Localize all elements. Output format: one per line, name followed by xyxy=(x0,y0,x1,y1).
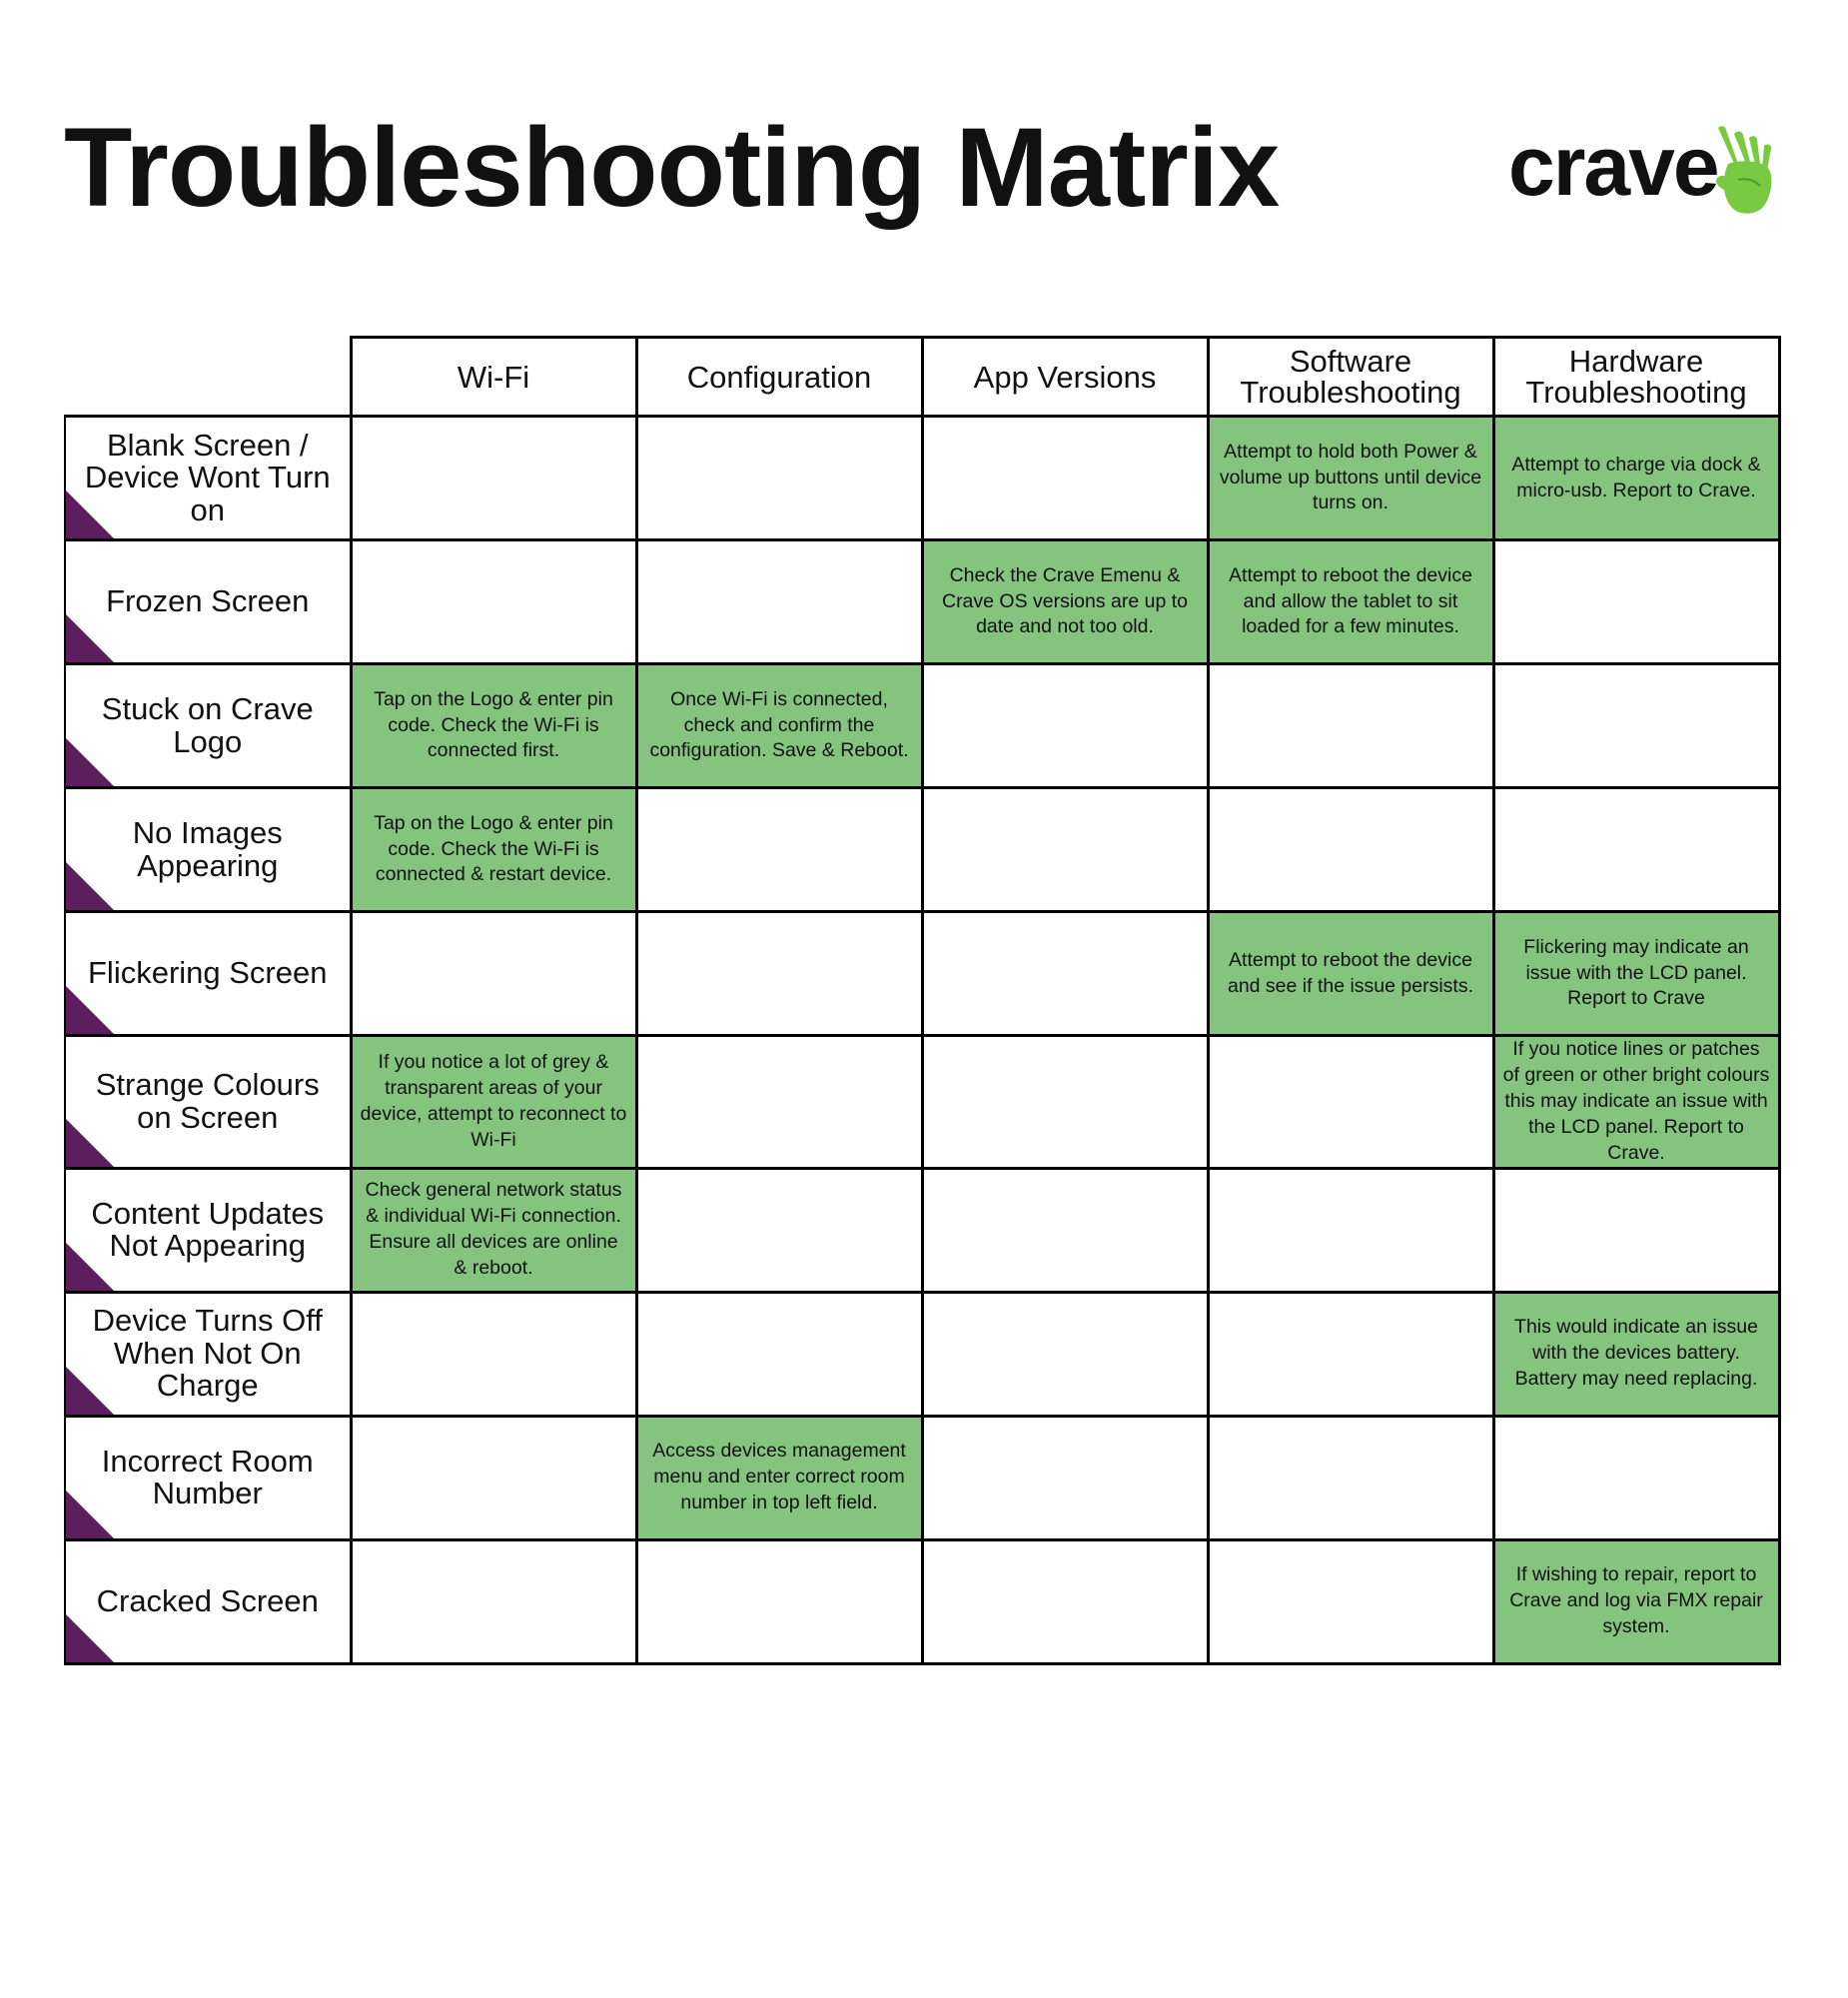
purple-corner-triangle xyxy=(66,1614,114,1662)
cell-text: Once Wi-Fi is connected, check and confirm the configuration. Save & Reboot. xyxy=(649,687,909,762)
table-row xyxy=(65,788,1779,912)
matrix-cell xyxy=(922,664,1208,788)
table-row xyxy=(65,912,1779,1036)
row-label: No Images Appearing xyxy=(132,814,283,883)
matrix-cell xyxy=(1493,788,1779,912)
corner-cell xyxy=(65,338,351,417)
row-header xyxy=(65,912,351,1036)
row-header xyxy=(65,1168,351,1292)
matrix-cell xyxy=(636,788,922,912)
cell-text: If wishing to repair, report to Crave and log via FMX repair system. xyxy=(1509,1563,1763,1638)
row-header xyxy=(65,417,351,540)
matrix-cell xyxy=(1208,788,1493,912)
matrix-cell xyxy=(636,664,922,788)
matrix-cell xyxy=(351,540,636,664)
purple-corner-triangle xyxy=(66,1491,114,1538)
matrix-cell xyxy=(922,1168,1208,1292)
matrix-cell xyxy=(636,912,922,1036)
purple-corner-triangle xyxy=(66,1367,114,1415)
matrix-cell xyxy=(1208,1168,1493,1292)
column-header-software-troubleshooting: Software Troubleshooting xyxy=(1208,338,1493,417)
row-header xyxy=(65,1292,351,1416)
row-label: Device Turns Off When Not On Charge xyxy=(92,1303,323,1404)
table-row xyxy=(65,1292,1779,1416)
matrix-cell xyxy=(351,664,636,788)
matrix-cell xyxy=(1493,1168,1779,1292)
cell-text: Attempt to reboot the device and allow the tablet to sit loaded for a few minutes. xyxy=(1229,563,1472,638)
cell-text: Flickering may indicate an issue with the LCD panel. Report to Crave xyxy=(1523,935,1749,1010)
row-label: Cracked Screen xyxy=(96,1582,319,1618)
cell-text: Tap on the Logo & enter pin code. Check the Wi-Fi is connected & restart device. xyxy=(374,811,613,886)
row-header xyxy=(65,1539,351,1663)
matrix-cell xyxy=(922,540,1208,664)
purple-corner-triangle xyxy=(66,862,114,910)
matrix-cell xyxy=(636,417,922,540)
matrix-cell xyxy=(1208,1416,1493,1539)
cell-text: Check the Crave Emenu & Crave OS versions are up to date and not too old. xyxy=(941,563,1189,638)
column-header-hardware-troubleshooting: Hardware Troubleshooting xyxy=(1493,338,1779,417)
matrix-cell xyxy=(351,912,636,1036)
matrix-cell xyxy=(922,1292,1208,1416)
header-row xyxy=(65,338,1779,417)
table-row xyxy=(65,664,1779,788)
matrix-cell xyxy=(351,1168,636,1292)
table-row xyxy=(65,1036,1779,1169)
column-header-configuration: Configuration xyxy=(636,338,922,417)
matrix-cell xyxy=(922,1416,1208,1539)
matrix-cell xyxy=(1493,1416,1779,1539)
matrix-cell xyxy=(1493,1036,1779,1169)
page-title: Troubleshooting Matrix xyxy=(64,105,1280,230)
matrix-cell xyxy=(1493,1539,1779,1663)
matrix-cell xyxy=(922,417,1208,540)
row-header xyxy=(65,788,351,912)
row-label: Frozen Screen xyxy=(106,583,310,619)
cell-text: Tap on the Logo & enter pin code. Check the Wi-Fi is connected first. xyxy=(374,687,613,762)
purple-corner-triangle xyxy=(66,614,114,662)
row-label: Strange Colours on Screen xyxy=(95,1067,320,1135)
troubleshooting-matrix xyxy=(64,336,1781,1665)
matrix-cell xyxy=(1493,1292,1779,1416)
matrix-cell xyxy=(922,912,1208,1036)
table-row xyxy=(65,1539,1779,1663)
purple-corner-triangle xyxy=(66,986,114,1034)
row-label: Content Updates Not Appearing xyxy=(91,1195,325,1264)
matrix-cell xyxy=(1493,540,1779,664)
matrix-cell xyxy=(351,1416,636,1539)
matrix-cell xyxy=(351,1292,636,1416)
row-label: Incorrect Room Number xyxy=(101,1443,314,1511)
matrix-cell xyxy=(351,788,636,912)
matrix-cell xyxy=(922,1036,1208,1169)
matrix-cell xyxy=(351,1036,636,1169)
matrix-cell xyxy=(636,1168,922,1292)
cell-text: If you notice a lot of grey & transparent areas of your device, attempt to reconnect to Wi-Fi xyxy=(360,1050,627,1151)
matrix-cell xyxy=(1493,664,1779,788)
purple-corner-triangle xyxy=(66,738,114,786)
cell-text: Attempt to reboot the device and see if the issue persists. xyxy=(1227,948,1474,997)
logo-text: crave xyxy=(1508,119,1718,213)
row-label: Flickering Screen xyxy=(88,955,328,991)
matrix-cell xyxy=(636,1416,922,1539)
matrix-cell xyxy=(636,1036,922,1169)
matrix-cell xyxy=(922,788,1208,912)
purple-corner-triangle xyxy=(66,491,114,538)
table-row xyxy=(65,540,1779,664)
matrix-cell xyxy=(636,1539,922,1663)
table-row xyxy=(65,417,1779,540)
purple-corner-triangle xyxy=(66,1243,114,1291)
row-header xyxy=(65,1036,351,1169)
row-header xyxy=(65,1416,351,1539)
matrix-cell xyxy=(922,1539,1208,1663)
matrix-cell xyxy=(351,1539,636,1663)
matrix-cell xyxy=(1493,912,1779,1036)
cell-text: If you notice lines or patches of green or other bright colours this may indicate an issue with the LCD panel. Report to Crave. xyxy=(1502,1038,1770,1164)
matrix-cell xyxy=(351,417,636,540)
row-label: Stuck on Crave Logo xyxy=(101,690,314,759)
matrix-cell xyxy=(1208,664,1493,788)
matrix-cell xyxy=(1208,912,1493,1036)
cell-text: Attempt to charge via dock & micro-usb. Report to Crave. xyxy=(1511,453,1761,501)
cell-text: Attempt to hold both Power & volume up buttons until device turns on. xyxy=(1219,440,1482,514)
cell-text: Access devices management menu and enter correct room number in top left field. xyxy=(652,1440,906,1514)
purple-corner-triangle xyxy=(66,1119,114,1167)
matrix-cell xyxy=(1493,417,1779,540)
matrix-cell xyxy=(636,540,922,664)
matrix-cell xyxy=(636,1292,922,1416)
row-label: Blank Screen / Device Wont Turn on xyxy=(84,427,331,527)
matrix-cell xyxy=(1208,1292,1493,1416)
green-hand-icon xyxy=(1708,120,1788,220)
crave-logo xyxy=(1508,120,1788,220)
cell-text: Check general network status & individual Wi-Fi connection. Ensure all devices are online & reboot. xyxy=(365,1179,622,1280)
row-header xyxy=(65,664,351,788)
row-header xyxy=(65,540,351,664)
matrix-cell xyxy=(1208,1036,1493,1169)
column-header-wifi: Wi-Fi xyxy=(351,338,636,417)
table-row xyxy=(65,1416,1779,1539)
table-row xyxy=(65,1168,1779,1292)
cell-text: This would indicate an issue with the devices battery. Battery may need replacing. xyxy=(1514,1316,1758,1391)
matrix-cell xyxy=(1208,1539,1493,1663)
matrix-cell xyxy=(1208,417,1493,540)
matrix-cell xyxy=(1208,540,1493,664)
column-header-app-versions: App Versions xyxy=(922,338,1208,417)
